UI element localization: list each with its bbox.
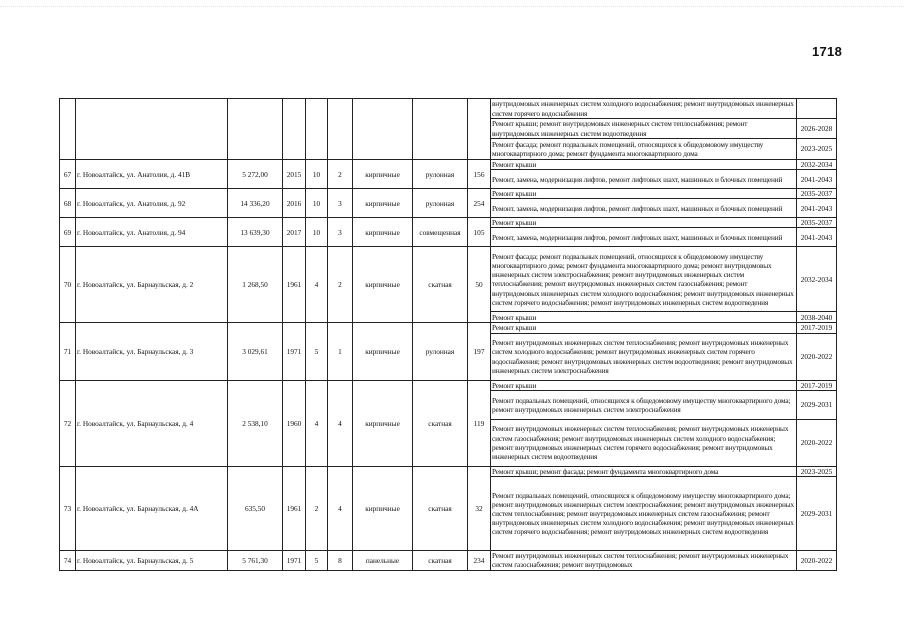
roof-cell: рулонная: [413, 160, 468, 189]
year-cell: [283, 99, 306, 160]
roof-cell: рулонная: [413, 323, 468, 380]
period-cell: 2035-2037: [797, 218, 837, 228]
area-cell: 2 538,10: [228, 380, 283, 466]
row-number: 71: [60, 323, 76, 380]
work-description-cell: Ремонт, замена, модернизация лифтов, ремонт лифтовых шахт, машинных и блочных помещений: [491, 228, 797, 247]
entrances-cell: 1: [328, 323, 353, 380]
row-number: 72: [60, 380, 76, 466]
period-cell: 2023-2025: [797, 466, 837, 476]
apartments-cell: 254: [468, 189, 491, 218]
entrances-cell: 4: [328, 380, 353, 466]
apartments-cell: 197: [468, 323, 491, 380]
apartments-cell: 119: [468, 380, 491, 466]
work-description-cell: Ремонт внутридомовых инженерных систем теплоснабжения; ремонт внутридомовых инженерных систем газоснабжения; ремонт внутридомовых: [491, 550, 797, 570]
work-description-cell: Ремонт внутридомовых инженерных систем теплоснабжения; ремонт внутридомовых инженерных систем холодного водоснабжения; ремонт внутридомовых инженерных систем горячего водоснабжения; ремонт внутридомовых инженерных систем водоотведения; ремонт внутридомовых инженерных систем электроснабжения: [491, 333, 797, 380]
period-cell: [797, 99, 837, 119]
row-number: 67: [60, 160, 76, 189]
area-cell: 1 268,50: [228, 247, 283, 323]
floors-cell: 4: [306, 380, 328, 466]
area-cell: 5 272,00: [228, 160, 283, 189]
period-cell: 2020-2022: [797, 419, 837, 466]
work-description-cell: Ремонт, замена, модернизация лифтов, ремонт лифтовых шахт, машинных и блочных помещений: [491, 170, 797, 189]
period-cell: 2020-2022: [797, 550, 837, 570]
address-cell: г. Новоалтайск, ул. Барнаульская, д. 3: [76, 323, 228, 380]
entrances-cell: 3: [328, 189, 353, 218]
address-cell: г. Новоалтайск, ул. Анатолия, д. 92: [76, 189, 228, 218]
period-cell: 2029-2031: [797, 390, 837, 419]
row-number: 70: [60, 247, 76, 323]
period-cell: 2017-2019: [797, 380, 837, 390]
floors-cell: 5: [306, 550, 328, 570]
row-number: 69: [60, 218, 76, 247]
area-cell: [228, 99, 283, 160]
entrances-cell: 2: [328, 247, 353, 323]
walls-cell: кирпичные: [353, 466, 413, 550]
work-description-cell: Ремонт крыши: [491, 380, 797, 390]
period-cell: 2029-2031: [797, 476, 837, 550]
address-cell: [76, 99, 228, 160]
floors-cell: 10: [306, 218, 328, 247]
row-number: 68: [60, 189, 76, 218]
year-cell: 2015: [283, 160, 306, 189]
table-row: [60, 466, 837, 476]
year-cell: 1961: [283, 466, 306, 550]
table-row: [60, 99, 837, 119]
entrances-cell: 4: [328, 466, 353, 550]
entrances-cell: 2: [328, 160, 353, 189]
floors-cell: 5: [306, 323, 328, 380]
address-cell: г. Новоалтайск, ул. Барнаульская, д. 4: [76, 380, 228, 466]
walls-cell: панельные: [353, 550, 413, 570]
address-cell: г. Новоалтайск, ул. Барнаульская, д. 4А: [76, 466, 228, 550]
area-cell: 5 761,30: [228, 550, 283, 570]
work-description-cell: Ремонт крыши: [491, 312, 797, 323]
roof-cell: рулонная: [413, 189, 468, 218]
work-description-cell: Ремонт подвальных помещений, относящихся к общедомовому имуществу многоквартирного дома; ремонт внутридомовых инженерных систем электроснабжения; ремонт внутридомовых инженерных систем теплоснабжения; ремонт внутридомовых инженерных систем газоснабжения; ремонт внутридомовых инженерных систем холодного водоснабжения; ремонт внутридомовых инженерных систем горячего водоснабжения; ремонт внутридомовых инженерных систем водоотведения: [491, 476, 797, 550]
walls-cell: кирпичные: [353, 323, 413, 380]
table-row: [60, 189, 837, 199]
work-description-cell: Ремонт внутридомовых инженерных систем теплоснабжения; ремонт внутридомовых инженерных систем газоснабжения; ремонт внутридомовых инженерных систем холодного водоснабжения; ремонт внутридомовых инженерных систем горячего водоснабжения; ремонт внутридомовых инженерных систем водоотведения: [491, 419, 797, 466]
roof-cell: скатная: [413, 550, 468, 570]
floors-cell: 4: [306, 247, 328, 323]
period-cell: 2020-2022: [797, 333, 837, 380]
walls-cell: кирпичные: [353, 160, 413, 189]
period-cell: 2017-2019: [797, 323, 837, 333]
work-description-cell: Ремонт крыши: [491, 218, 797, 228]
walls-cell: кирпичные: [353, 218, 413, 247]
roof-cell: скатная: [413, 380, 468, 466]
area-cell: 635,50: [228, 466, 283, 550]
row-number: 73: [60, 466, 76, 550]
entrances-cell: [328, 99, 353, 160]
num-cell: [60, 99, 76, 160]
walls-cell: кирпичные: [353, 189, 413, 218]
year-cell: 1960: [283, 380, 306, 466]
apartments-cell: 234: [468, 550, 491, 570]
table-row: [60, 380, 837, 390]
roof-cell: скатная: [413, 466, 468, 550]
floors-cell: 10: [306, 160, 328, 189]
period-cell: 2026-2028: [797, 119, 837, 139]
roof-cell: [413, 99, 468, 160]
walls-cell: кирпичные: [353, 247, 413, 323]
area-cell: 13 639,30: [228, 218, 283, 247]
year-cell: 2017: [283, 218, 306, 247]
work-description-cell: Ремонт, замена, модернизация лифтов, ремонт лифтовых шахт, машинных и блочных помещений: [491, 199, 797, 218]
apartments-cell: 105: [468, 218, 491, 247]
floors-cell: 2: [306, 466, 328, 550]
work-description-cell: Ремонт крыши: [491, 323, 797, 333]
work-description-cell: Ремонт крыши: [491, 189, 797, 199]
table-row: [60, 247, 837, 312]
period-cell: 2038-2040: [797, 312, 837, 323]
walls-cell: [353, 99, 413, 160]
floors-cell: [306, 99, 328, 160]
period-cell: 2041-2043: [797, 170, 837, 189]
walls-cell: кирпичные: [353, 380, 413, 466]
work-description-cell: внутридомовых инженерных систем холодного водоснабжения; ремонт внутридомовых инженерных систем горячего водоснабжения: [491, 99, 797, 119]
address-cell: г. Новоалтайск, ул. Анатолия, д. 41В: [76, 160, 228, 189]
floors-cell: 10: [306, 189, 328, 218]
year-cell: 1971: [283, 323, 306, 380]
work-description-cell: Ремонт фасада; ремонт подвальных помещений, относящихся к общедомовому имуществу многоквартирного дома; ремонт фундамента многоквартирного дома; ремонт внутридомовых инженерных систем электроснабжения; ремонт внутридомовых инженерных систем теплоснабжения; ремонт внутридомовых инженерных систем газоснабжения; ремонт внутридомовых инженерных систем холодного водоснабжения; ремонт внутридомовых инженерных систем горячего водоснабжения; ремонт внутридомовых инженерных систем водоотведения: [491, 247, 797, 312]
period-cell: 2041-2043: [797, 228, 837, 247]
roof-cell: совмещенная: [413, 218, 468, 247]
work-description-cell: Ремонт подвальных помещений, относящихся к общедомовому имуществу многоквартирного дома; ремонт внутридомовых инженерных систем электроснабжения: [491, 390, 797, 419]
entrances-cell: 8: [328, 550, 353, 570]
apartments-cell: 32: [468, 466, 491, 550]
address-cell: г. Новоалтайск, ул. Барнаульская, д. 2: [76, 247, 228, 323]
year-cell: 1971: [283, 550, 306, 570]
year-cell: 2016: [283, 189, 306, 218]
period-cell: 2023-2025: [797, 139, 837, 160]
table-row: [60, 218, 837, 228]
period-cell: 2032-2034: [797, 160, 837, 170]
period-cell: 2035-2037: [797, 189, 837, 199]
apartments-cell: 156: [468, 160, 491, 189]
period-cell: 2041-2043: [797, 199, 837, 218]
apartments-cell: [468, 99, 491, 160]
page-number: 1718: [812, 44, 843, 59]
address-cell: г. Новоалтайск, ул. Анатолия, д. 94: [76, 218, 228, 247]
year-cell: 1961: [283, 247, 306, 323]
address-cell: г. Новоалтайск, ул. Барнаульская, д. 5: [76, 550, 228, 570]
area-cell: 3 029,61: [228, 323, 283, 380]
capital-repair-table: [59, 98, 837, 571]
area-cell: 14 336,20: [228, 189, 283, 218]
row-number: 74: [60, 550, 76, 570]
apartments-cell: 50: [468, 247, 491, 323]
period-cell: 2032-2034: [797, 247, 837, 312]
table-row: [60, 323, 837, 333]
entrances-cell: 3: [328, 218, 353, 247]
work-description-cell: Ремонт крыши: [491, 160, 797, 170]
work-description-cell: Ремонт крыши; ремонт фасада; ремонт фундамента многоквартирного дома: [491, 466, 797, 476]
work-description-cell: Ремонт фасада; ремонт подвальных помещений, относящихся к общедомовому имуществу многоквартирного дома; ремонт фундамента многоквартирного дома: [491, 139, 797, 160]
table-row: [60, 550, 837, 570]
roof-cell: скатная: [413, 247, 468, 323]
work-description-cell: Ремонт крыши; ремонт внутридомовых инженерных систем теплоснабжения; ремонт внутридомовых инженерных систем водоотведения: [491, 119, 797, 139]
table-row: [60, 160, 837, 170]
